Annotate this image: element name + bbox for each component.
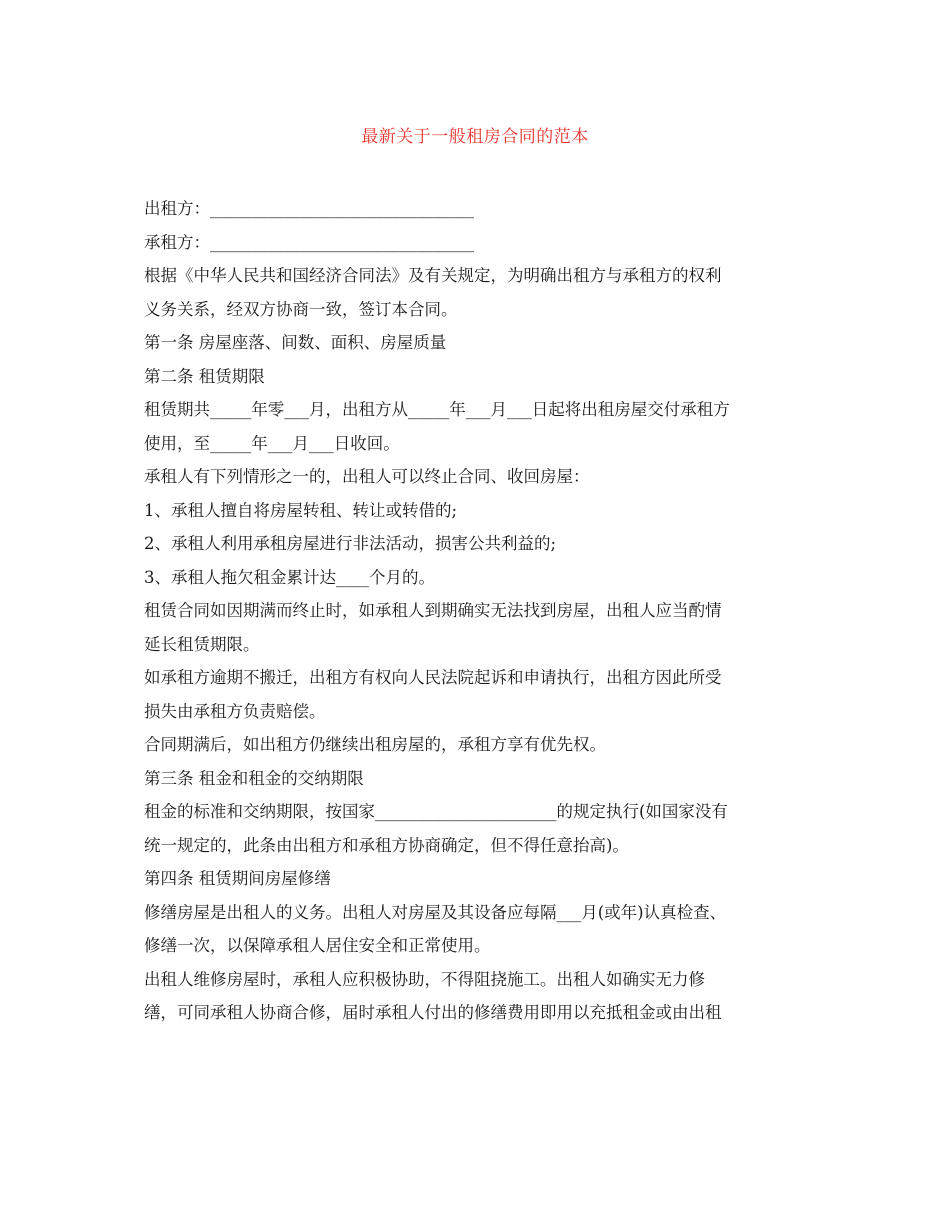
text-line: 第二条 租赁期限 [144, 366, 265, 386]
text-line: 如承租方逾期不搬迁，出租方有权向人民法院起诉和申请执行，出租方因此所受 [144, 668, 722, 687]
text-line: 租金的标准和交纳期限，按国家______________________的规定执行(如国家没有 [144, 802, 728, 821]
text-line: 损失由承租方负责赔偿。 [144, 701, 326, 721]
text-line: 使用，至_____年___月___日收回。 [144, 433, 400, 453]
text-line: 合同期满后，如出租方仍继续出租房屋的，承租方享有优先权。 [144, 735, 606, 754]
text-line: 出租方：________________________________ [144, 199, 474, 218]
text-line: 承租人有下列情形之一的，出租人可以终止合同、收回房屋： [144, 467, 590, 486]
text-line: 3、承租人拖欠租金累计达____个月的。 [144, 567, 435, 587]
text-line: 修缮一次，以保障承租人居住安全和正常使用。 [144, 936, 491, 955]
document-body [144, 195, 814, 1027]
text-line: 义务关系，经双方协商一致，签订本合同。 [144, 299, 458, 319]
text-line: 第四条 租赁期间房屋修缮 [144, 869, 331, 888]
text-line: 修缮房屋是出租人的义务。出租人对房屋及其设备应每隔___月(或年)认真检查、 [144, 902, 727, 922]
text-line: 统一规定的，此条由出租方和承租方协商确定，但不得任意抬高)。 [144, 835, 629, 855]
text-line: 承租方：________________________________ [144, 232, 474, 252]
text-line: 根据《中华人民共和国经济合同法》及有关规定，为明确出租方与承租方的权利 [144, 266, 722, 285]
document-title: 最新关于一般租房合同的范本 [361, 127, 589, 147]
text-line: 第一条 房屋座落、间数、面积、房屋质量 [144, 333, 447, 352]
text-line: 租赁期共_____年零___月，出租方从_____年___月___日起将出租房屋交付承租方 [144, 400, 730, 419]
text-line: 2、承租人利用承租房屋进行非法活动，损害公共利益的; [144, 534, 557, 553]
text-line: 缮，可同承租人协商合修，届时承租人付出的修缮费用即用以充抵租金或由出租 [144, 1003, 722, 1022]
text-line: 延长租赁期限。 [144, 634, 260, 654]
text-line: 第三条 租金和租金的交纳期限 [144, 768, 364, 788]
text-line: 租赁合同如因期满而终止时，如承租人到期确实无法找到房屋，出租人应当酌情 [144, 601, 722, 620]
text-line: 出租人维修房屋时，承租人应积极协助，不得阻挠施工。出租人如确实无力修 [144, 969, 705, 989]
text-line: 1、承租人擅自将房屋转租、转让或转借的; [144, 500, 458, 520]
